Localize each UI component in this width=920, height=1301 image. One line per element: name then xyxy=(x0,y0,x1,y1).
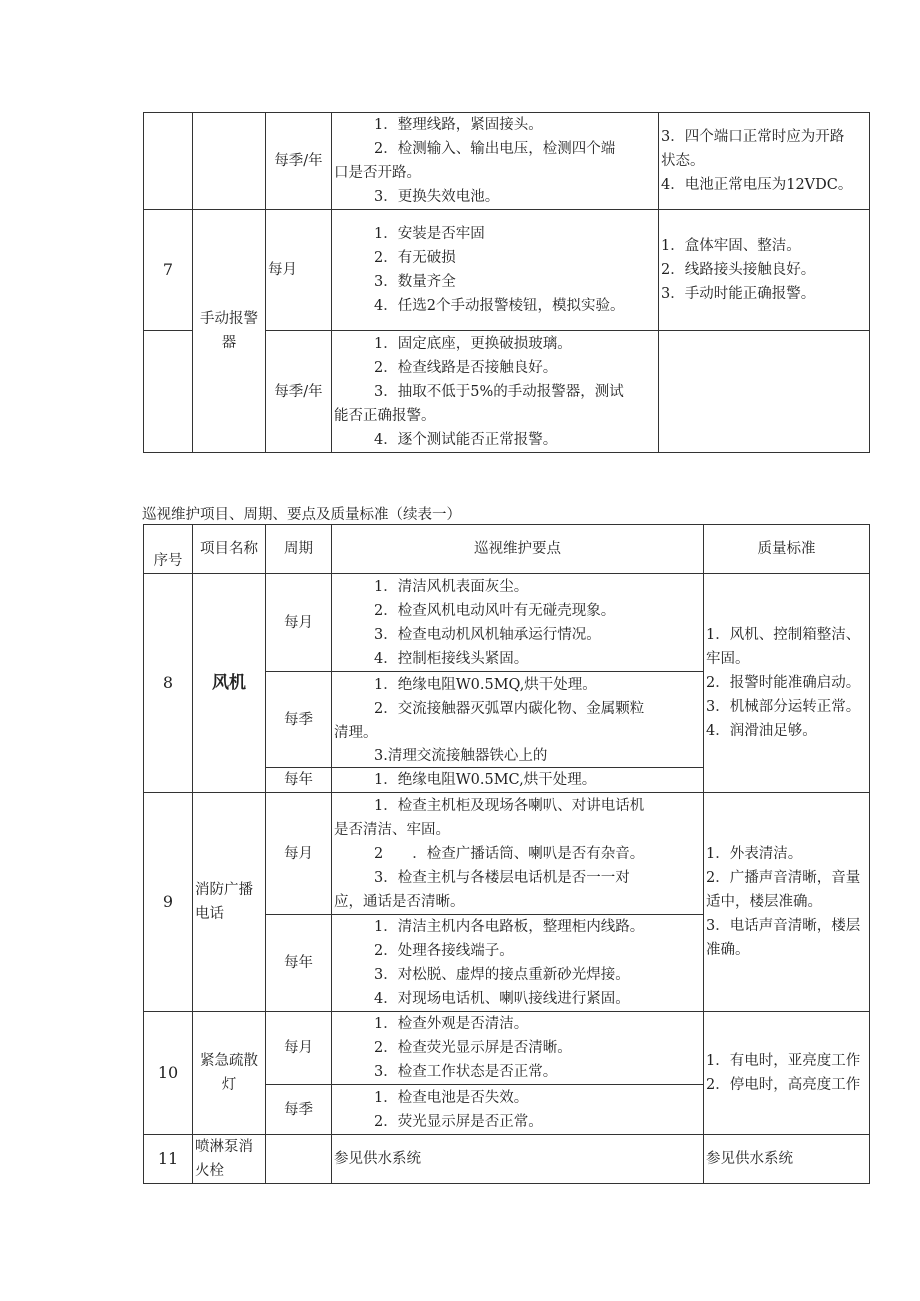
table-row xyxy=(144,793,870,915)
quality-line: 3．四个端口正常时应为开路 xyxy=(661,129,845,145)
quality-line: 3．手动时能正确报警。 xyxy=(661,286,816,302)
quality-cell xyxy=(704,1012,870,1135)
header-seq: 序号 xyxy=(144,525,193,574)
point-line: 2．检查风机电动风叶有无碰壳现象。 xyxy=(374,602,616,619)
point-line: 3．更换失效电池。 xyxy=(374,189,500,205)
point-line: 4．控制柜接线头紧固。 xyxy=(374,650,529,667)
quality-line: 2．广播声音清晰，音量 xyxy=(706,870,861,886)
point-line: 3．检查工作状态是否正常。 xyxy=(374,1064,558,1080)
quality-line: 1．有电时，亚亮度工作 xyxy=(706,1053,861,1069)
name-cell xyxy=(193,113,266,210)
seq-cell xyxy=(144,331,193,453)
period-cell: 每季 xyxy=(266,1085,332,1135)
name-cell: 手动报警器 xyxy=(193,210,266,453)
quality-line: 4．润滑油足够。 xyxy=(706,723,817,739)
quality-line: 状态。 xyxy=(661,153,705,169)
quality-line: 2．线路接头接触良好。 xyxy=(661,262,816,278)
period-cell: 每月 xyxy=(266,793,332,915)
maintenance-table-continued xyxy=(143,112,870,453)
point-line: 1．检查外观是否清洁。 xyxy=(374,1016,529,1032)
points-cell xyxy=(332,768,704,793)
quality-cell xyxy=(704,793,870,1012)
point-line: 2．检查线路是否接触良好。 xyxy=(374,359,558,376)
point-line: 2．检查荧光显示屏是否清晰。 xyxy=(374,1040,572,1056)
seq-cell: 10 xyxy=(144,1012,193,1135)
points-cell xyxy=(332,1012,704,1085)
point-line: 1．检查电池是否失效。 xyxy=(374,1089,529,1106)
point-line: 1．绝缘电阻W0.5MC,烘干处理。 xyxy=(374,772,597,788)
quality-line: 2．停电时，高亮度工作 xyxy=(706,1077,861,1093)
period-cell xyxy=(266,1135,332,1184)
point-line: 1．清洁风机表面灰尘。 xyxy=(374,578,529,595)
seq-cell: 7 xyxy=(144,210,193,331)
point-line: 清理。 xyxy=(334,724,378,741)
point-line: 2．处理各接线端子。 xyxy=(374,943,514,959)
seq-cell: 9 xyxy=(144,793,193,1012)
points-cell xyxy=(332,1085,704,1135)
table-row xyxy=(144,1012,870,1085)
point-line: 2 ．检查广播话筒、喇叭是否有杂音。 xyxy=(374,845,645,862)
quality-line: 1．风机、控制箱整洁、 xyxy=(706,627,861,643)
header-period: 周期 xyxy=(266,525,332,574)
points-cell: 参见供水系统 xyxy=(332,1135,704,1184)
seq-cell: 8 xyxy=(144,574,193,793)
points-cell xyxy=(332,915,704,1012)
point-line: 3．数量齐全 xyxy=(374,274,456,290)
table-row xyxy=(144,574,870,672)
point-line: 4．逐个测试能否正常报警。 xyxy=(374,431,558,448)
points-cell xyxy=(332,793,704,915)
table-row xyxy=(144,210,870,331)
quality-line: 2．报警时能准确启动。 xyxy=(706,675,861,691)
point-line: 1．绝缘电阻W0.5MQ,烘干处理。 xyxy=(374,676,597,693)
quality-line: 1．外表清洁。 xyxy=(706,846,803,862)
quality-line: 准确。 xyxy=(706,942,750,958)
table-caption: 巡视维护项目、周期、要点及质量标准（续表一） xyxy=(142,507,461,523)
point-line: 3.清理交流接触器铁心上的 xyxy=(374,747,548,764)
point-line: 3．抽取不低于5%的手动报警器，测试 xyxy=(374,383,624,400)
table-row xyxy=(144,113,870,210)
header-row xyxy=(144,525,870,574)
quality-cell xyxy=(704,574,870,793)
point-line: 2．有无破损 xyxy=(374,250,456,266)
point-line: 能否正确报警。 xyxy=(334,407,436,424)
maintenance-table xyxy=(143,524,870,1184)
quality-line: 牢固。 xyxy=(706,651,750,667)
points-cell xyxy=(332,113,659,210)
period-cell: 每季 xyxy=(266,672,332,768)
point-line: 4．对现场电话机、喇叭接线进行紧固。 xyxy=(374,991,630,1007)
points-cell xyxy=(332,672,704,768)
quality-line: 3．电话声音清晰，楼层 xyxy=(706,918,861,934)
point-line: 1．清洁主机内各电路板，整理柜内线路。 xyxy=(374,919,645,935)
points-cell xyxy=(332,331,659,453)
point-line: 3．检查电动机风机轴承运行情况。 xyxy=(374,626,601,643)
period-cell: 每年 xyxy=(266,915,332,1012)
point-line: 1．固定底座，更换破损玻璃。 xyxy=(374,335,572,352)
quality-line: 4．电池正常电压为12VDC。 xyxy=(661,177,853,193)
point-line: 2．荧光显示屏是否正常。 xyxy=(374,1113,543,1130)
points-cell xyxy=(332,210,659,331)
quality-line: 适中，楼层准确。 xyxy=(706,894,822,910)
point-line: 1．检查主机柜及现场各喇叭、对讲电话机 xyxy=(374,797,645,814)
point-line: 1．整理线路，紧固接头。 xyxy=(374,117,543,133)
quality-cell: 参见供水系统 xyxy=(704,1135,870,1184)
point-line: 1．安装是否牢固 xyxy=(374,226,485,242)
name-cell: 喷淋泵消火栓 xyxy=(193,1135,266,1184)
point-line: 2．交流接触器灭弧罩内碳化物、金属颗粒 xyxy=(374,700,645,717)
point-line: 是否清洁、牢固。 xyxy=(334,821,450,838)
name-cell: 紧急疏散灯 xyxy=(193,1012,266,1135)
name-cell: 风机 xyxy=(193,574,266,793)
quality-line: 3．机械部分运转正常。 xyxy=(706,699,861,715)
header-name: 项目名称 xyxy=(193,525,266,574)
period-cell: 每年 xyxy=(266,768,332,793)
point-line: 3．对松脱、虚焊的接点重新砂光焊接。 xyxy=(374,967,630,983)
name-cell: 消防广播电话 xyxy=(193,793,266,1012)
quality-cell xyxy=(659,331,870,453)
seq-cell: 11 xyxy=(144,1135,193,1184)
table-row xyxy=(144,1135,870,1184)
point-line: 应，通话是否清晰。 xyxy=(334,893,465,910)
period-cell: 每季/年 xyxy=(266,331,332,453)
header-quality: 质量标准 xyxy=(704,525,870,574)
quality-cell xyxy=(659,210,870,331)
quality-cell xyxy=(659,113,870,210)
period-cell: 每月 xyxy=(266,574,332,672)
point-line: 2．检测输入、输出电压，检测四个端 xyxy=(374,141,616,157)
point-line: 4．任选2个手动报警棱钮，模拟实验。 xyxy=(374,298,625,314)
points-cell xyxy=(332,574,704,672)
period-cell: 每季/年 xyxy=(266,113,332,210)
quality-line: 1．盒体牢固、整洁。 xyxy=(661,238,801,254)
period-cell: 每月 xyxy=(266,210,332,331)
header-points: 巡视维护要点 xyxy=(332,525,704,574)
point-line: 口是否开路。 xyxy=(334,165,421,181)
seq-cell xyxy=(144,113,193,210)
period-cell: 每月 xyxy=(266,1012,332,1085)
point-line: 3．检查主机与各楼层电话机是否一一对 xyxy=(374,869,630,886)
